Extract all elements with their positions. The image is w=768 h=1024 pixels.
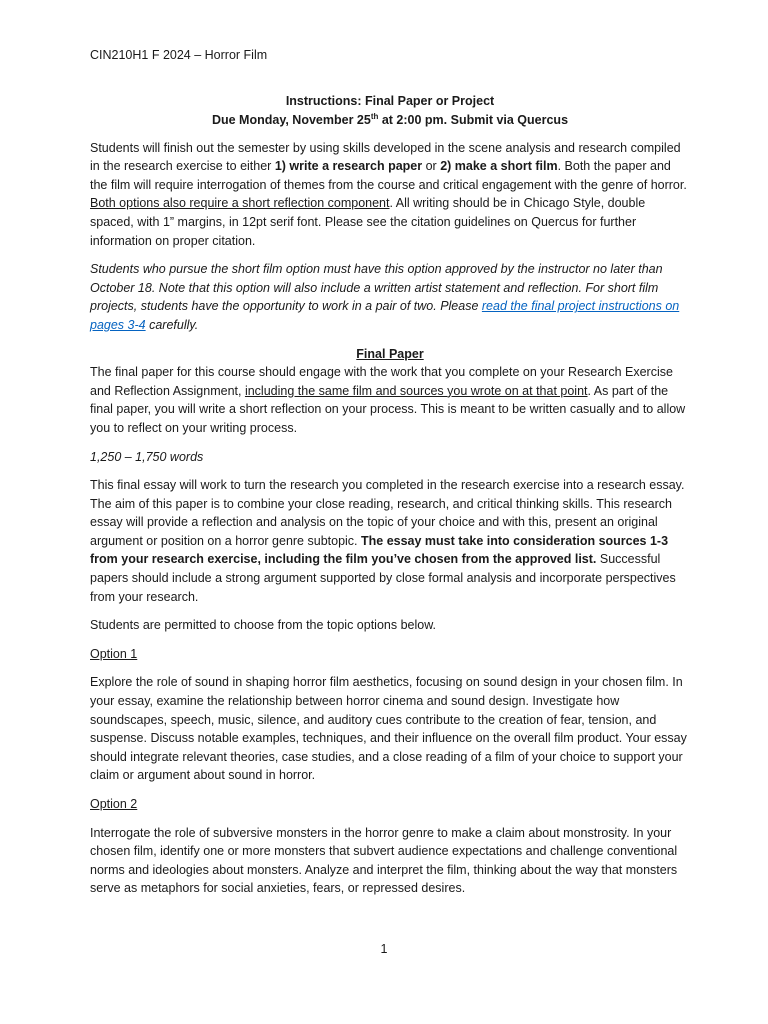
film-note-text-1: Students who pursue the short film option must have this option approved by the instructor no later than October 18. Note that this option will also include a written artist statement and reflection. For short film projects, students have the opportunity to work in a pair of two. Please — [90, 262, 663, 314]
word-count: 1,250 – 1,750 words — [90, 449, 204, 464]
option-1-body: Explore the role of sound in shaping horror film aesthetics, focusing on sound design in your chosen film. In your essay, examine the relationship between horror cinema and sound design. Investigate how soundscapes, speech, music, silence, and auditory cues contribute to the creation of fear, tension, and suspense. Discuss notable examples, techniques, and their influence on the overall film product. Your essay should integrate relevant theories, case studies, and a close reading of a film of your choice to support your claim or argument about sound in horror. — [90, 675, 687, 783]
final-paper-paragraph-3: Students are permitted to choose from the topic options below. — [90, 618, 437, 633]
final-project-instructions-link[interactable]: read the final project instructions on pages 3-4 — [90, 299, 680, 332]
document-title-block — [90, 92, 690, 130]
document-title: Instructions: Final Paper or Project — [285, 93, 495, 108]
final-paper-p2-bold: The essay must take into consideration sources 1-3 from your research exercise, including the film you’ve chosen from the approved list. — [90, 533, 669, 567]
final-paper-p1-underlined: including the same film and sources you wrote on at that point — [244, 383, 588, 398]
due-date-superscript: th — [370, 111, 379, 121]
intro-underlined-reflection: Both options also require a short reflection component — [90, 196, 390, 211]
intro-bold-option-1: 1) write a research paper — [274, 159, 423, 174]
intro-text-3: . Both the paper and the film will require interrogation of themes from the course and critical engagement with the genre of horror. — [90, 159, 687, 192]
due-date-prefix: Due Monday, November 25 — [211, 112, 371, 127]
intro-bold-option-2: 2) make a short film — [440, 159, 558, 174]
course-header: CIN210H1 F 2024 – Horror Film — [90, 48, 268, 62]
final-paper-heading: Final Paper — [356, 346, 424, 361]
intro-paragraph — [90, 139, 690, 251]
option-2-body: Interrogate the role of subversive monsters in the horror genre to make a claim about monstrosity. In your chosen film, identify one or more monsters that subvert audience expectations and challenge conventional norms and ideologies about monsters. Analyze and interpret the film, thinking about the way that monsters serve as metaphors for social anxieties, fears, or repressed desires. — [90, 825, 678, 896]
option-2-heading: Option 2 — [90, 797, 138, 811]
final-paper-p1-text-2: . As part of the final paper, you will write a short reflection on your process. This is meant to be written casually and to allow you to reflect on your writing process. — [90, 383, 686, 435]
option-1-heading: Option 1 — [90, 646, 138, 661]
final-paper-p2-text-1: This final essay will work to turn the research you completed in the research exercise into a research essay. The aim of this paper is to combine your close reading, research, and critical thinking skills. This research essay will provide a reflection and analysis on the topic of your choice and with this, present an original argument or position on a horror genre subtopic. — [90, 478, 685, 548]
document-page — [90, 46, 690, 908]
film-option-note — [90, 260, 690, 334]
due-date-line — [90, 111, 690, 130]
intro-text-4: . All writing should be in Chicago Style, double spaced, with 1” margins, in 12pt serif font. Please see the citation guidelines on Quercus for further information on proper citation. — [90, 196, 646, 248]
film-note-text-2: carefully. — [145, 317, 199, 332]
intro-text-1: Students will finish out the semester by using skills developed in the scene analysis and research compiled in the research exercise to either — [90, 140, 681, 174]
final-paper-p1-text-1: The final paper for this course should engage with the work that you complete on your Research Exercise and Reflection Assignment, — [90, 365, 673, 398]
page-number: 1 — [380, 942, 388, 956]
final-paper-paragraph-2 — [90, 476, 690, 606]
intro-text-2: or — [422, 159, 441, 174]
due-date-suffix: at 2:00 pm. Submit via Quercus — [378, 112, 569, 127]
final-paper-paragraph-1 — [90, 363, 690, 437]
final-paper-p2-text-2: Successful papers should include a strong argument supported by close formal analysis and incorporate perspectives from your research. — [90, 552, 676, 604]
